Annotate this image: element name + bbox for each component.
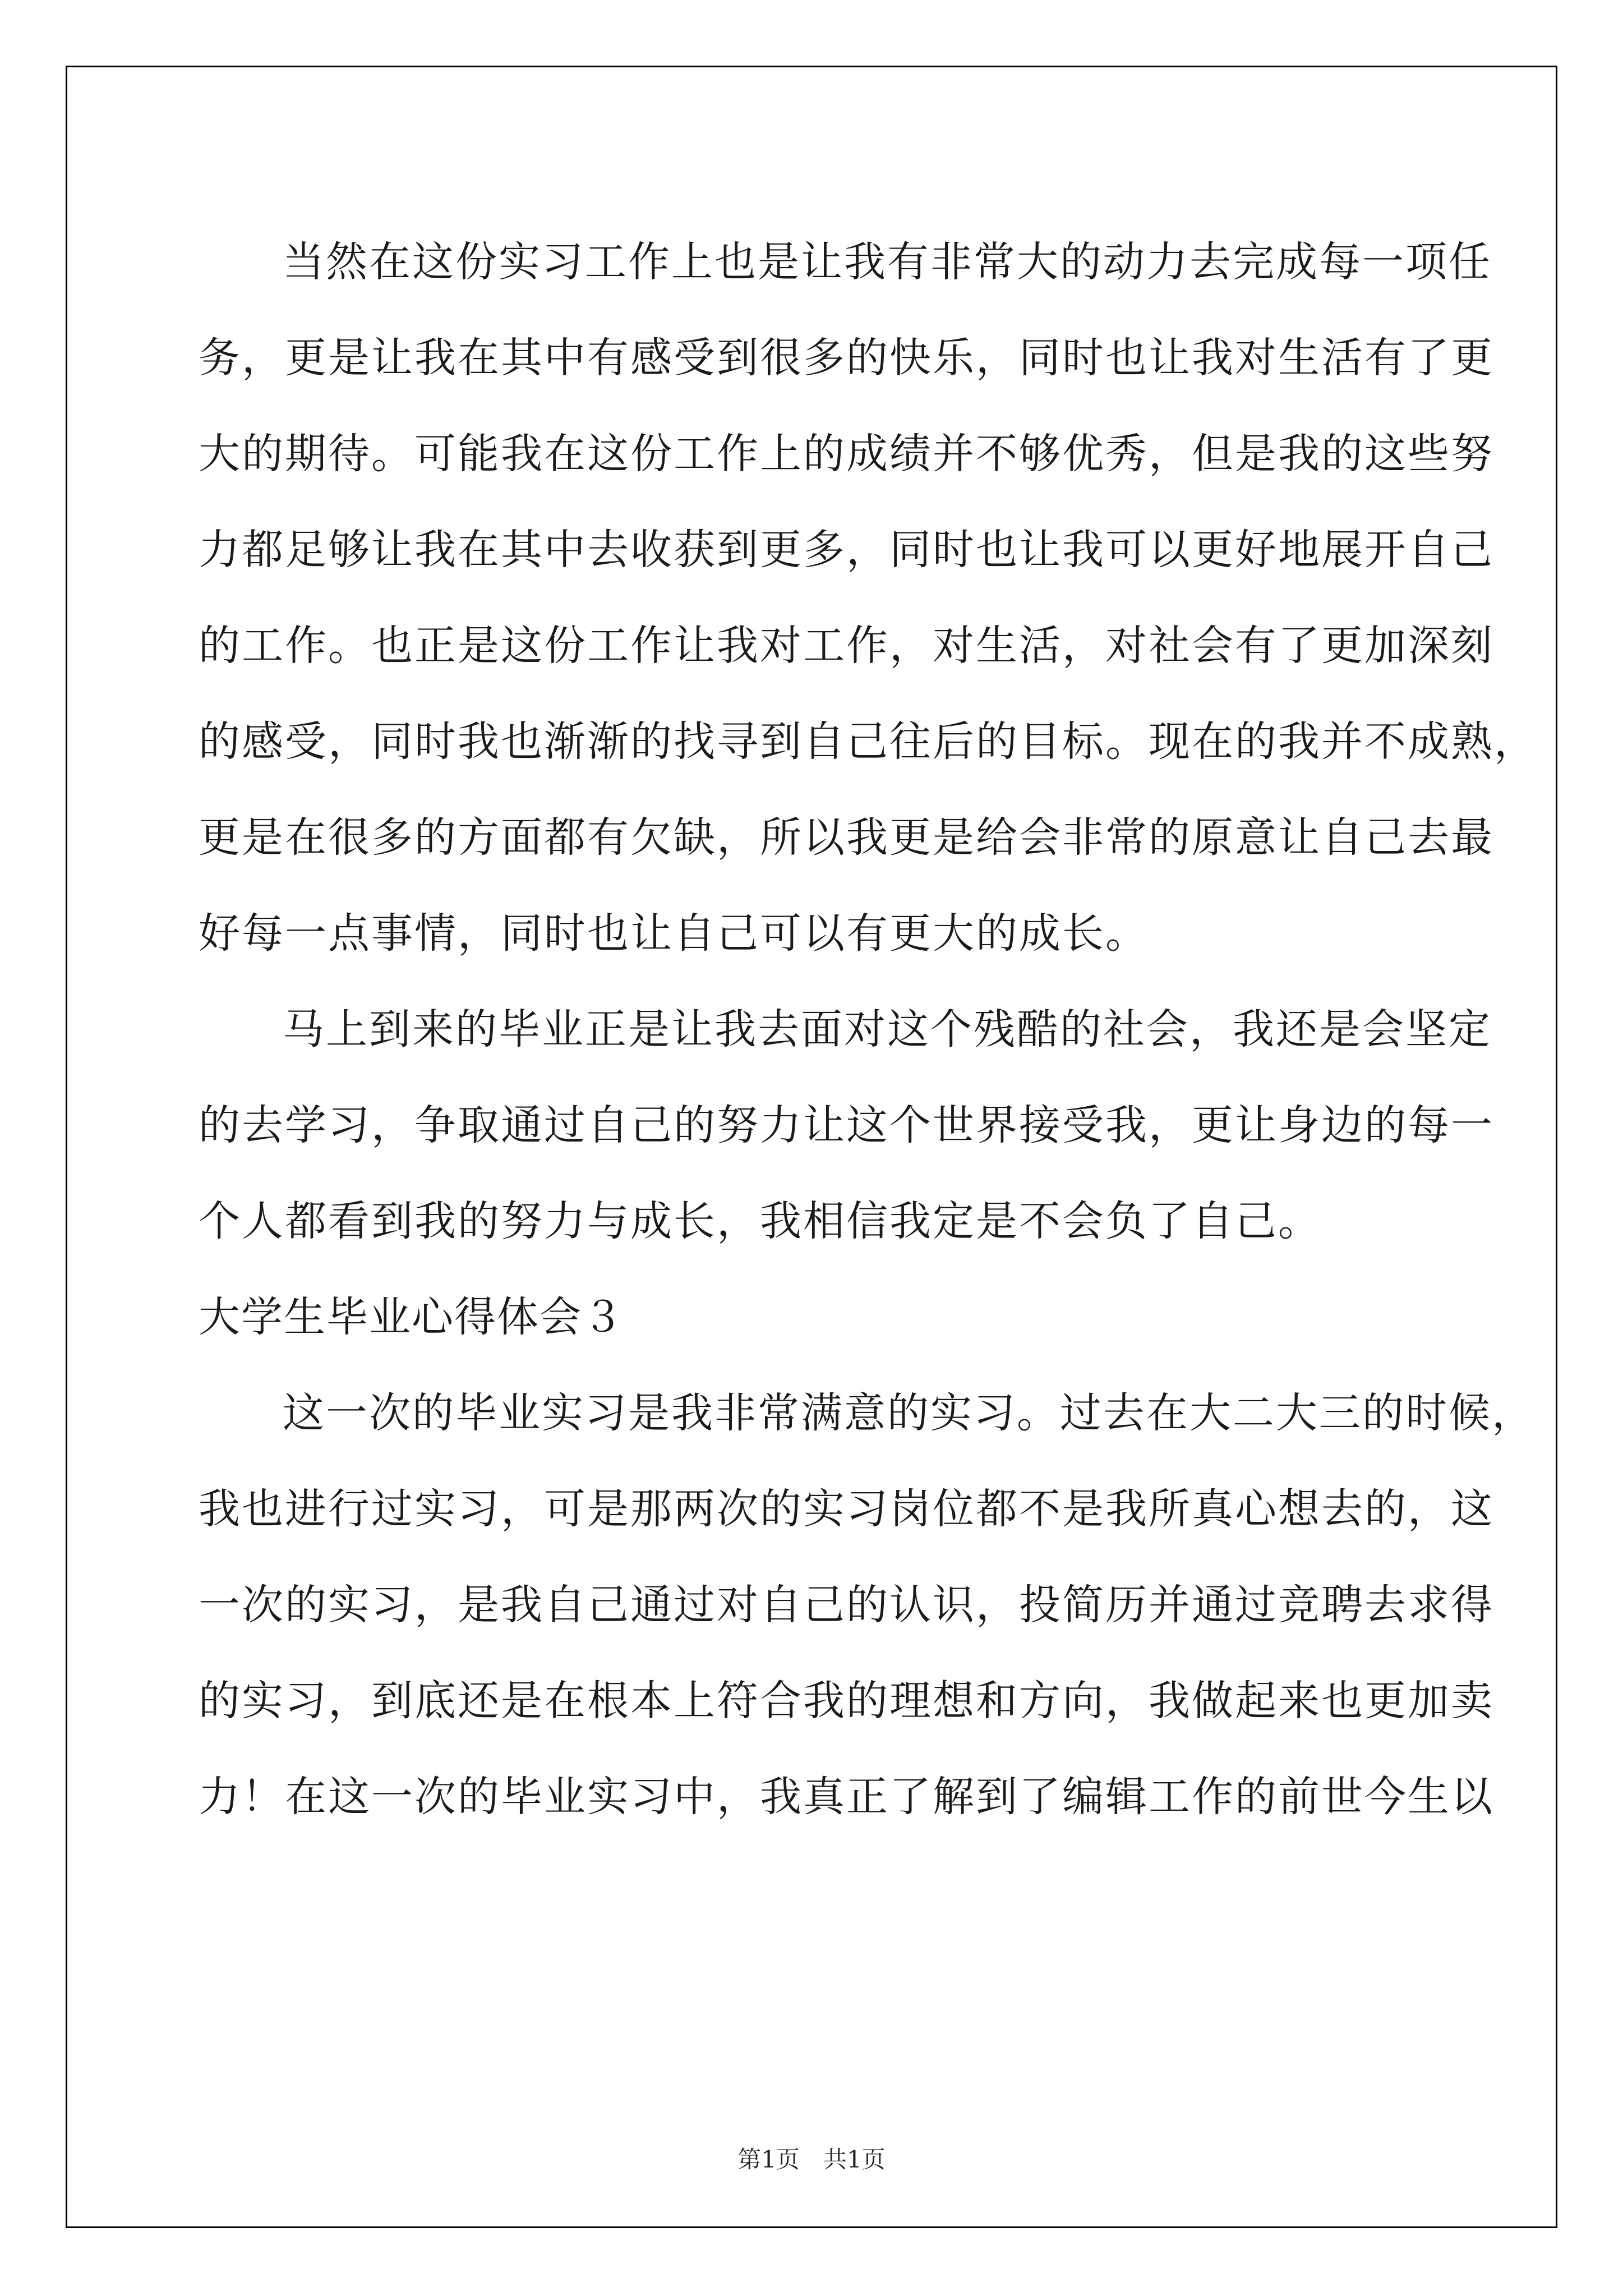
text-line: 我也进行过实习，可是那两次的实习岗位都不是我所真心想去的，这 bbox=[199, 1485, 1494, 1533]
text-line: 力都足够让我在其中去收获到更多，同时也让我可以更好地展开自己 bbox=[199, 526, 1494, 574]
paragraph-2 bbox=[199, 982, 1494, 1269]
text-line: 的实习，到底还是在根本上符合我的理想和方向，我做起来也更加卖 bbox=[199, 1677, 1494, 1725]
text-line: 务，更是让我在其中有感受到很多的快乐，同时也让我对生活有了更 bbox=[199, 334, 1494, 382]
text-line: 力！在这一次的毕业实习中，我真正了解到了编辑工作的前世今生以 bbox=[199, 1773, 1494, 1821]
document-body bbox=[199, 214, 1537, 1845]
text-line: 这一次的毕业实习是我非常满意的实习。过去在大二大三的时候， bbox=[283, 1389, 1535, 1437]
text-line: 好每一点事情，同时也让自己可以有更大的成长。 bbox=[199, 909, 1149, 958]
text-line: 的去学习，争取通过自己的努力让这个世界接受我，更让身边的每一 bbox=[199, 1101, 1494, 1149]
text-line: 个人都看到我的努力与成长，我相信我定是不会负了自己。 bbox=[199, 1197, 1321, 1245]
paragraph-3 bbox=[199, 1365, 1535, 1845]
text-line: 当然在这份实习工作上也是让我有非常大的动力去完成每一项任 bbox=[283, 238, 1492, 286]
text-line: 更是在很多的方面都有欠缺，所以我更是给会非常的原意让自己去最 bbox=[199, 813, 1494, 862]
page-footer: 第1页 共1页 bbox=[737, 2146, 886, 2173]
text-line: 的感受，同时我也渐渐的找寻到自己往后的目标。现在的我并不成熟， bbox=[199, 717, 1537, 766]
text-line: 大的期待。可能我在这份工作上的成绩并不够优秀，但是我的这些努 bbox=[199, 430, 1494, 478]
text-line: 马上到来的毕业正是让我去面对这个残酷的社会，我还是会坚定 bbox=[283, 1005, 1492, 1053]
text-line: 的工作。也正是这份工作让我对工作，对生活，对社会有了更加深刻 bbox=[199, 622, 1494, 670]
paragraph-1 bbox=[199, 214, 1537, 982]
text-line: 一次的实习，是我自己通过对自己的认识，投简历并通过竞聘去求得 bbox=[199, 1581, 1494, 1629]
section-heading: 大学生毕业心得体会３ bbox=[199, 1293, 625, 1341]
